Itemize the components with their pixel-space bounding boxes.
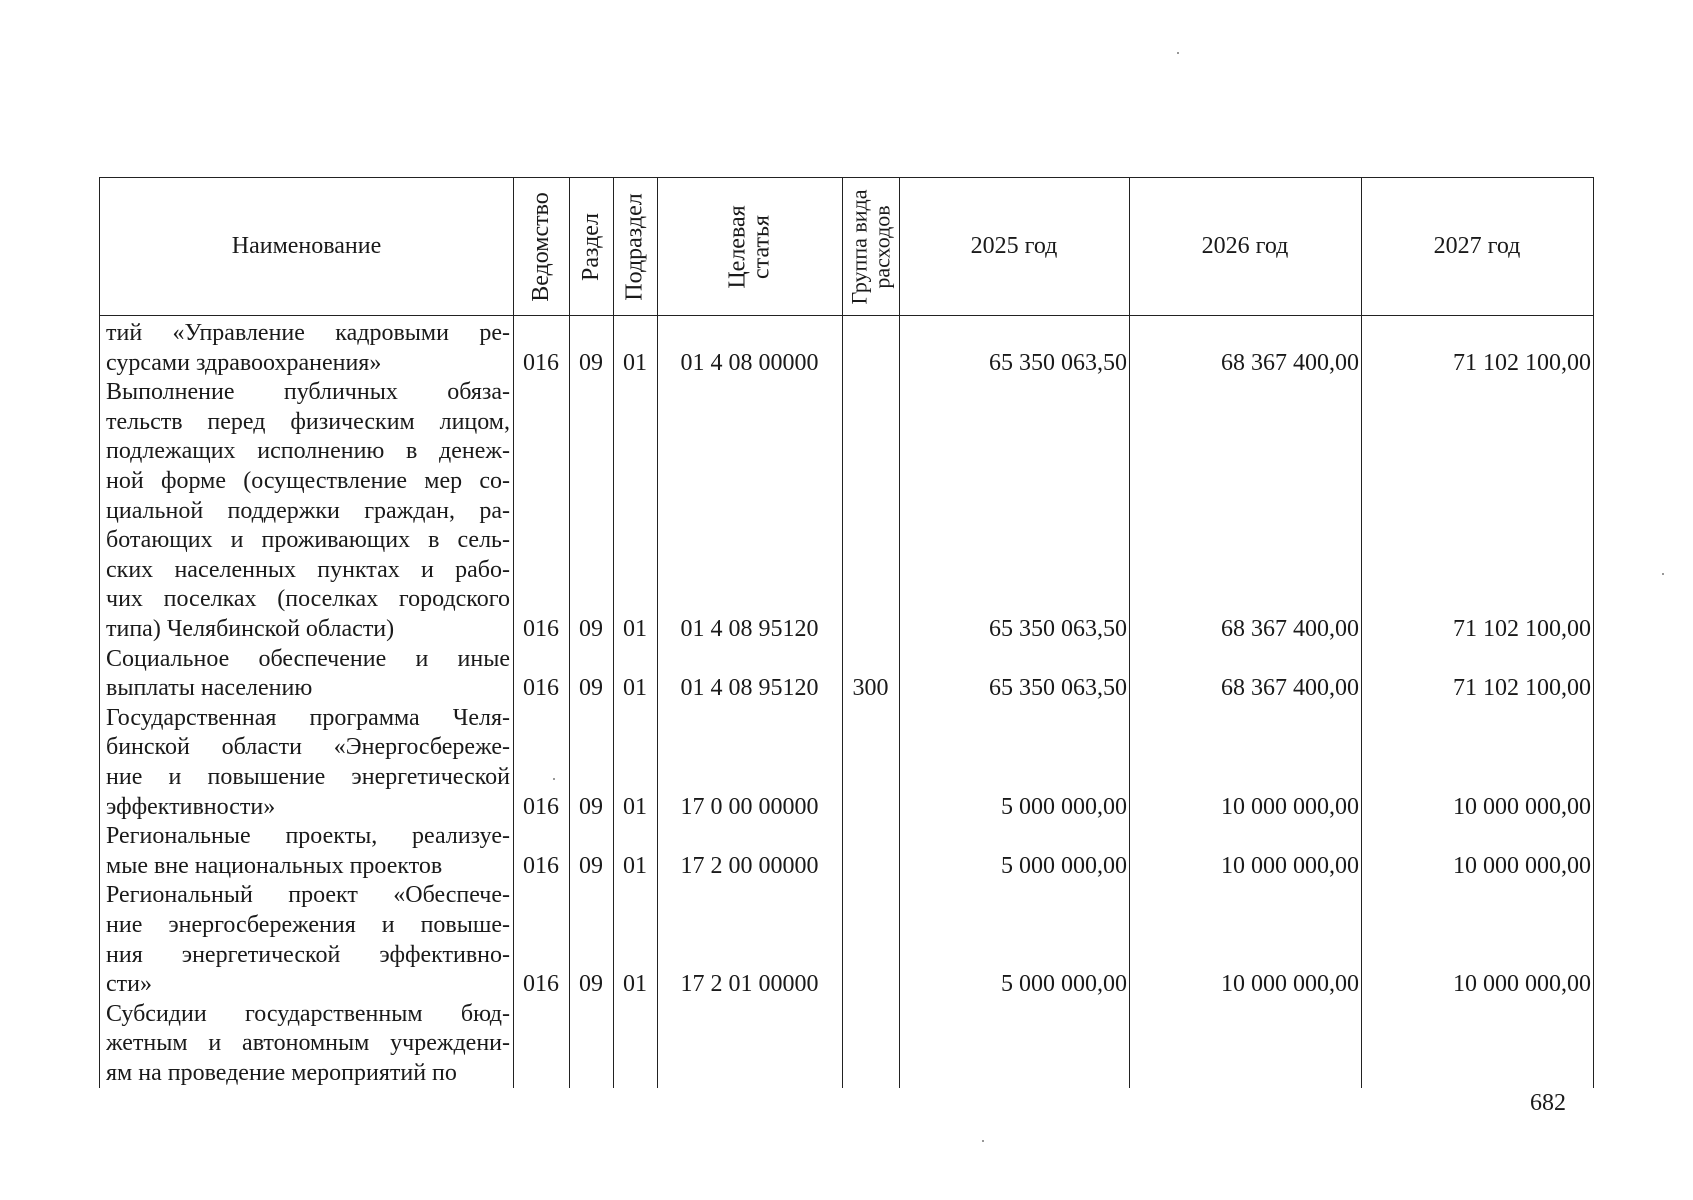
cell-ved: 016: [523, 349, 559, 376]
cell-group: 300: [852, 675, 889, 702]
header-divider: [100, 315, 1593, 316]
cell-ved: 016: [523, 616, 559, 642]
header-podrazdel-label: Подраздел: [622, 192, 649, 301]
cell-razdel: 09: [579, 349, 603, 376]
row-name-line: тий «Управление кадровыми ре-: [106, 320, 510, 346]
row-name-line: Региональные проекты, реализуе-: [106, 823, 510, 850]
header-razdel-label: Раздел: [578, 212, 605, 281]
page-number: 682: [1530, 1090, 1566, 1116]
row-name: [106, 1000, 510, 1089]
header-podrazdel: [613, 178, 657, 315]
header-2027-label: 2027 год: [1433, 233, 1521, 259]
row-name-line: Социальное обеспечение и иные: [106, 645, 510, 672]
row-name-line: циальной поддержки граждан, ра-: [106, 497, 510, 524]
row-name-line: эффективности»: [106, 793, 276, 820]
cell-ved: 016: [523, 852, 559, 879]
header-razdel: [569, 178, 613, 315]
row-name-line: выплаты населению: [106, 675, 313, 702]
cell-y2026: 68 367 400,00: [1221, 675, 1359, 702]
cell-y2025: 5 000 000,00: [1001, 852, 1127, 879]
cell-y2026: 68 367 400,00: [1221, 616, 1359, 642]
scan-speck: [553, 778, 555, 780]
cell-target: 17 2 01 00000: [680, 971, 819, 998]
row-name-line: тельств перед физическим лицом,: [106, 408, 510, 435]
row-name-line: Государственная программа Челя-: [106, 704, 510, 731]
cell-y2025: 65 350 063,50: [989, 349, 1127, 376]
header-name-label: Наименование: [231, 233, 382, 259]
cell-y2027: 10 000 000,00: [1453, 971, 1591, 998]
row-name: [106, 378, 510, 644]
header-group-line1: Группа вида: [846, 189, 872, 304]
row-name-line: сти»: [106, 971, 152, 998]
cell-ved: 016: [523, 793, 559, 820]
budget-table: [99, 177, 1594, 1088]
scan-speck: [1177, 52, 1179, 54]
row-name: [106, 704, 510, 822]
row-name-line: ние энергосбережения и повыше-: [106, 911, 510, 938]
header-2026-label: 2026 год: [1201, 233, 1289, 259]
cell-y2025: 65 350 063,50: [989, 675, 1127, 702]
cell-razdel: 09: [579, 616, 603, 642]
cell-target: 01 4 08 95120: [680, 616, 819, 642]
cell-y2027: 10 000 000,00: [1453, 793, 1591, 820]
cell-podrazdel: 01: [623, 616, 647, 642]
cell-target: 17 2 00 00000: [680, 852, 819, 879]
header-2025-label: 2025 год: [970, 233, 1058, 259]
cell-podrazdel: 01: [623, 793, 647, 820]
scan-speck: [982, 1140, 984, 1142]
cell-target: 01 4 08 00000: [680, 349, 819, 376]
header-2027: [1361, 178, 1593, 315]
row-name-line: жетным и автономным учреждени-: [106, 1030, 510, 1057]
cell-podrazdel: 01: [623, 852, 647, 879]
row-name-line: ния энергетической эффективно-: [106, 941, 510, 968]
cell-y2025: 65 350 063,50: [989, 616, 1127, 642]
header-name: [100, 178, 513, 315]
cell-ved: 016: [523, 971, 559, 998]
header-vedomstvo-label: Ведомство: [528, 191, 554, 302]
row-name-line: ной форме (осуществление мер со-: [106, 467, 510, 494]
cell-y2027: 71 102 100,00: [1453, 675, 1591, 702]
cell-y2025: 5 000 000,00: [1001, 793, 1127, 820]
row-name-line: бинской области «Энергосбереже-: [106, 734, 510, 761]
cell-y2025: 5 000 000,00: [1001, 971, 1127, 998]
cell-razdel: 09: [579, 971, 603, 998]
cell-razdel: 09: [579, 852, 603, 879]
cell-razdel: 09: [579, 793, 603, 820]
cell-podrazdel: 01: [623, 971, 647, 998]
cell-y2026: 10 000 000,00: [1221, 971, 1359, 998]
row-name-line: ям на проведение мероприятий по: [106, 1059, 457, 1086]
header-target-line2: статья: [748, 214, 775, 279]
cell-y2026: 68 367 400,00: [1221, 349, 1359, 376]
header-2026: [1129, 178, 1361, 315]
scan-speck: [1662, 573, 1664, 575]
cell-y2026: 10 000 000,00: [1221, 852, 1359, 879]
row-name: [106, 822, 510, 881]
row-name-line: подлежащих исполнению в денеж-: [106, 438, 510, 465]
header-2025: [899, 178, 1129, 315]
row-name-line: типа) Челябинской области): [106, 615, 395, 642]
row-name-line: Выполнение публичных обяза-: [106, 379, 510, 406]
cell-target: 01 4 08 95120: [680, 675, 819, 702]
row-name-line: Субсидии государственным бюд-: [106, 1000, 510, 1027]
row-name-line: сурсами здравоохранения»: [106, 349, 382, 376]
row-name: [106, 319, 510, 378]
cell-y2027: 71 102 100,00: [1453, 349, 1591, 376]
row-name-line: мые вне национальных проектов: [106, 852, 443, 879]
cell-razdel: 09: [579, 675, 603, 702]
cell-y2027: 71 102 100,00: [1453, 616, 1591, 642]
header-vedomstvo: [513, 178, 569, 315]
cell-podrazdel: 01: [623, 349, 647, 376]
header-group: [842, 178, 899, 315]
row-name-line: чих поселках (поселках городского: [106, 586, 510, 613]
header-target-label: [725, 205, 773, 288]
header-group-line2: расходов: [869, 204, 895, 289]
cell-target: 17 0 00 00000: [680, 793, 819, 820]
cell-podrazdel: 01: [623, 675, 647, 702]
row-name-line: Региональный проект «Обеспече-: [106, 882, 510, 909]
row-name-line: ботающих и проживающих в сель-: [106, 527, 510, 554]
row-name: [106, 645, 510, 704]
header-group-label: [848, 189, 894, 304]
header-target: [657, 178, 842, 315]
cell-ved: 016: [523, 675, 559, 702]
row-name-line: ских населенных пунктах и рабо-: [106, 556, 510, 583]
row-name: [106, 881, 510, 999]
header-target-line1: Целевая: [724, 204, 751, 289]
cell-y2027: 10 000 000,00: [1453, 852, 1591, 879]
row-name-line: ние и повышение энергетической: [106, 763, 510, 790]
cell-y2026: 10 000 000,00: [1221, 793, 1359, 820]
